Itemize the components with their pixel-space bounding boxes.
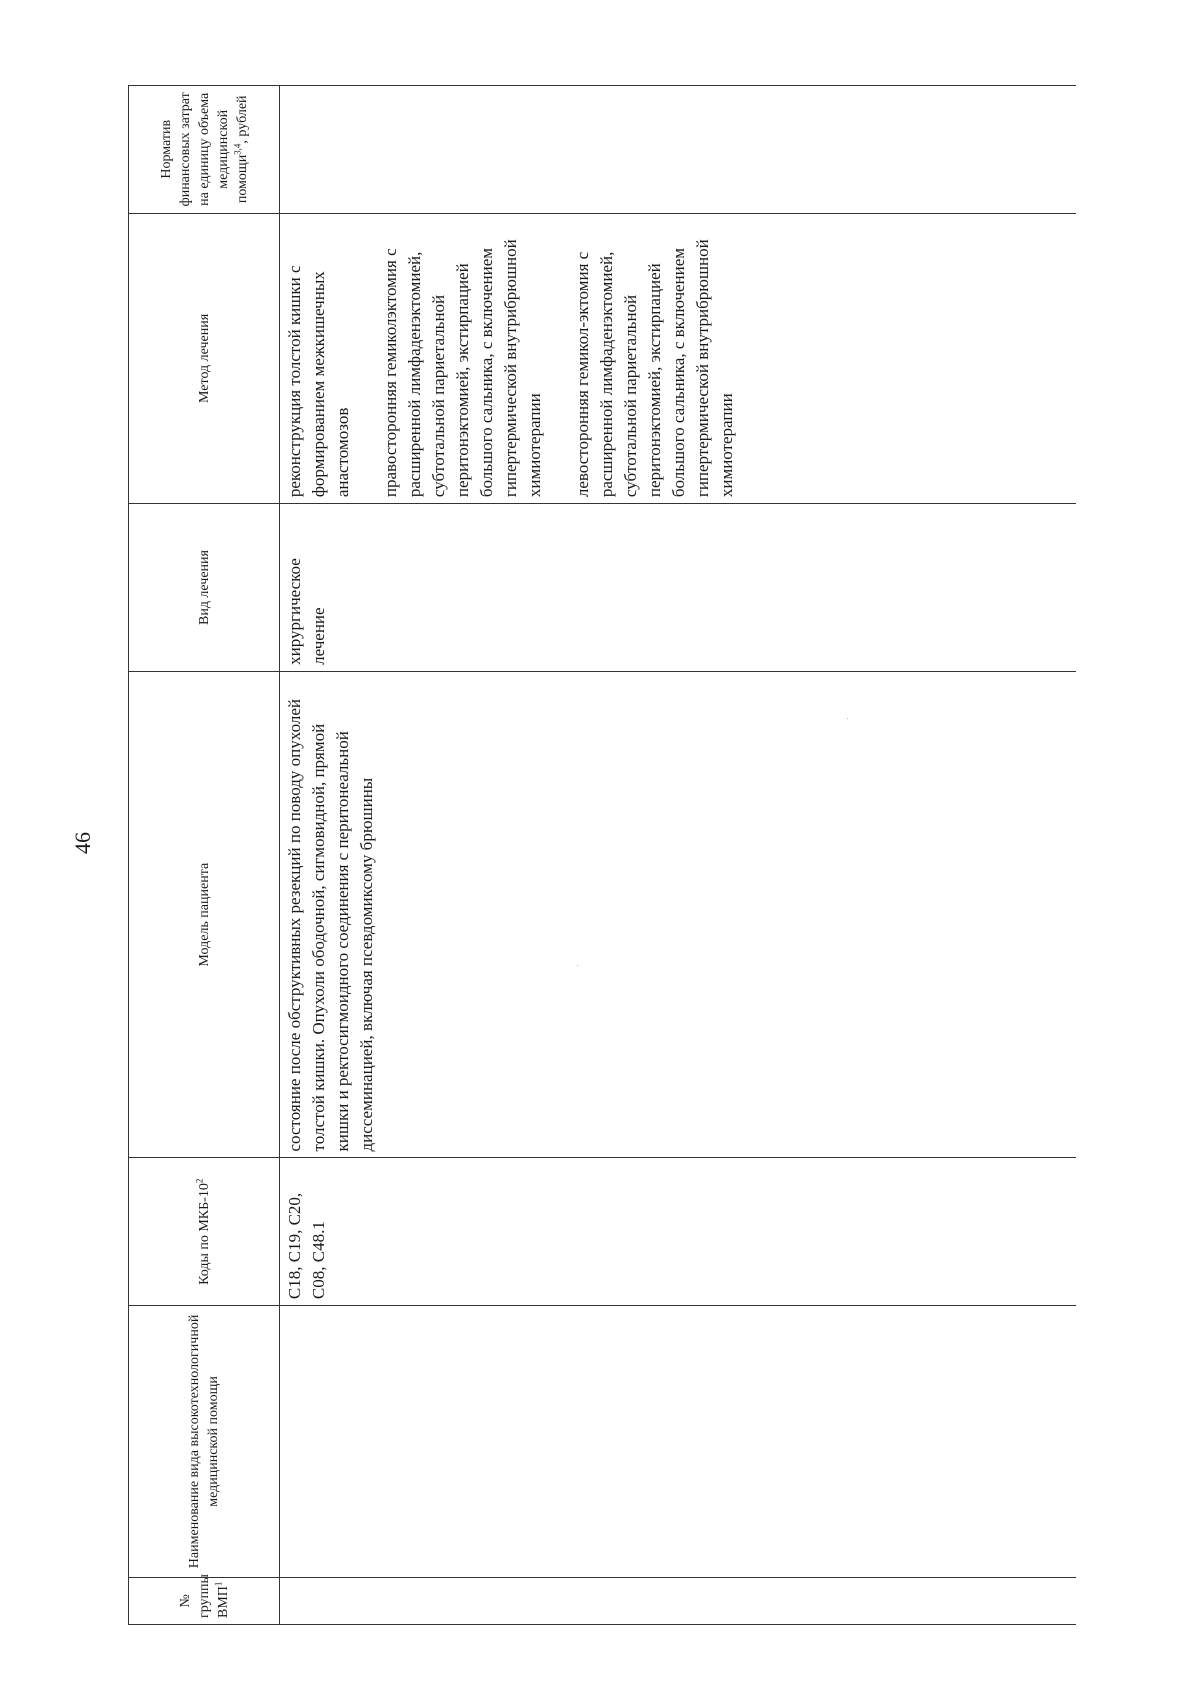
header-icd-codes-label: Коды по МКБ-10 bbox=[196, 1183, 212, 1285]
cell-vmp-name bbox=[280, 1306, 1077, 1578]
header-icd-codes-sup: 2 bbox=[193, 1178, 204, 1184]
cell-treatment-type: хирургическое лечение bbox=[280, 504, 1077, 672]
header-patient-model bbox=[129, 671, 280, 1158]
scan-speck bbox=[847, 718, 848, 719]
header-treatment-method bbox=[129, 213, 280, 504]
treatment-method-item: левосторонняя гемикол-эктомия с расширенной лимфаденэктомией, субтотальной париетальной перитонэктомией, экстирпацией большого сальника, с включением гипертермической внутрибрюшной химиотерапии bbox=[573, 239, 736, 498]
vmp-table bbox=[128, 85, 1076, 1625]
cell-financial-norm bbox=[280, 86, 1077, 214]
header-financial-norm-sup: 3,4 bbox=[231, 143, 242, 155]
cell-patient-model: состояние после обструктивных резекций по поводу опухолей толстой кишки. Опухоли ободочной, сигмовидной, прямой кишки и ректосигмоидного соединения с перитонеальной диссеминацией, включая псевдомиксому брюшины bbox=[280, 671, 1077, 1158]
header-group-number-label: № группы ВМП bbox=[177, 1574, 231, 1618]
header-icd-codes bbox=[129, 1158, 280, 1306]
header-treatment-type-label: Вид лечения bbox=[196, 550, 212, 626]
rotated-table-container bbox=[128, 85, 1128, 1625]
treatment-method-item: правосторонняя гемиколэктомия с расширенной лимфаденэктомией, субтотальной париетальной перитонэктомией, экстирпацией большого сальника, с включением гипертермической внутрибрюшной химиотерапии bbox=[381, 239, 544, 498]
header-financial-norm bbox=[129, 86, 280, 214]
header-group-number-sup: 1 bbox=[212, 1581, 223, 1587]
treatment-method-item: реконструкция толстой кишки с формированием межкишечных анастомозов bbox=[285, 265, 352, 498]
scan-speck bbox=[577, 965, 578, 966]
header-financial-norm-tail: , рублей bbox=[234, 95, 250, 144]
header-treatment-type bbox=[129, 504, 280, 672]
cell-icd-codes: C18, C19, C20, C08, C48.1 bbox=[280, 1158, 1077, 1306]
header-financial-norm-label: Норматив финансовых затрат на единицу объема медицинской помощи bbox=[158, 92, 250, 207]
header-group-number bbox=[129, 1574, 280, 1624]
header-vmp-name-label: Наименование вида высокотехнологичной медицинской помощи bbox=[187, 1314, 221, 1569]
table-header-row bbox=[129, 86, 280, 1625]
cell-treatment-method bbox=[280, 213, 1077, 504]
header-patient-model-label: Модель пациента bbox=[196, 862, 212, 967]
header-vmp-name bbox=[129, 1306, 280, 1578]
table-row bbox=[280, 86, 1077, 1625]
header-treatment-method-label: Метод лечения bbox=[196, 313, 212, 403]
page-number: 46 bbox=[70, 832, 95, 854]
cell-group-number bbox=[280, 1577, 1077, 1624]
